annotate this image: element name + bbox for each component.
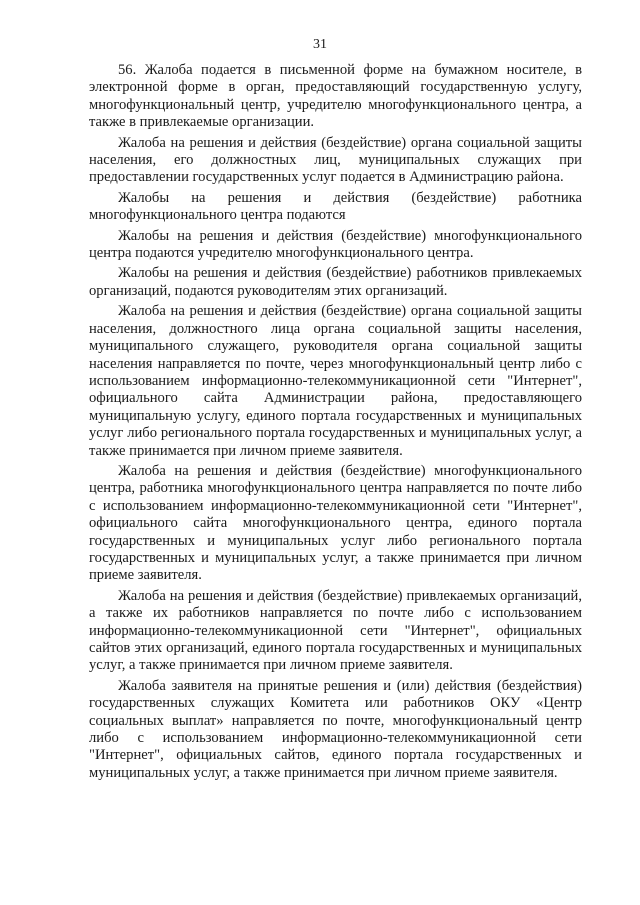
page-number: 31 [313,37,327,52]
paragraph-mfc: Жалобы на решения и действия (бездействие) многофункционального центра подаются учредителю многофункционального центра. [89,227,582,262]
paragraph-mfc-submission: Жалоба на решения и действия (бездействие) многофункционального центра, работника многофункционального центра направляется по почте либо с использованием информационно-телекоммуникационной сети "Интернет", официального сайта многофункционального центра, единого портала государственных и муниципальных услуг либо регионального портала государственных и муниципальных услуг, а также принимается при личном приеме заявителя. [89,462,582,584]
paragraph-mfc-employee: Жалобы на решения и действия (бездействие) работника многофункционального центра подаются [89,189,582,224]
paragraph-engaged-organizations-submission: Жалоба на решения и действия (бездействие) привлекаемых организаций, а также их работников направляется по почте либо с использованием информационно-телекоммуникационной сети "Интернет", официальных сайтов этих организаций, единого портала государственных и муниципальных услуг, а также принимается при личном приеме заявителя. [89,587,582,674]
paragraph-social-protection-body: Жалоба на решения и действия (бездействие) органа социальной защиты населения, его должностных лиц, муниципальных служащих при предоставлении государственных услуг подается в Администрацию района. [89,134,582,186]
document-body [89,62,582,782]
paragraph-social-protection-submission: Жалоба на решения и действия (бездействие) органа социальной защиты населения, должностного лица органа социальной защиты населения, муниципального служащего, руководителя органа социальной защиты населения направляется по почте, через многофункциональный центр либо с использованием информационно-телекоммуникационной сети "Интернет", официального сайта Администрации района, предоставляющего муниципальную услугу, единого портала государственных и муниципальных услуг либо регионального портала государственных и муниципальных услуг, а также принимается при личном приеме заявителя. [89,303,582,459]
paragraph-engaged-organizations: Жалобы на решения и действия (бездействие) работников привлекаемых организаций, подаются руководителям этих организаций. [89,265,582,299]
paragraph-committee-oku-submission: Жалоба заявителя на принятые решения и (или) действия (бездействия) государственных служащих Комитета или работников ОКУ «Центр социальных выплат» направляется по почте, многофункциональный центр либо с использованием информационно-телекоммуникационной сети "Интернет", официальных сайтов, единого портала государственных и муниципальных услуг, а также принимается при личном приеме заявителя. [89,677,582,781]
paragraph-complaint-form: 56. Жалоба подается в письменной форме на бумажном носителе, в электронной форме в орган, предоставляющий государственную услугу, многофункциональный центр, учредителю многофункционального центра, а также в привлекаемые организации. [89,62,582,131]
